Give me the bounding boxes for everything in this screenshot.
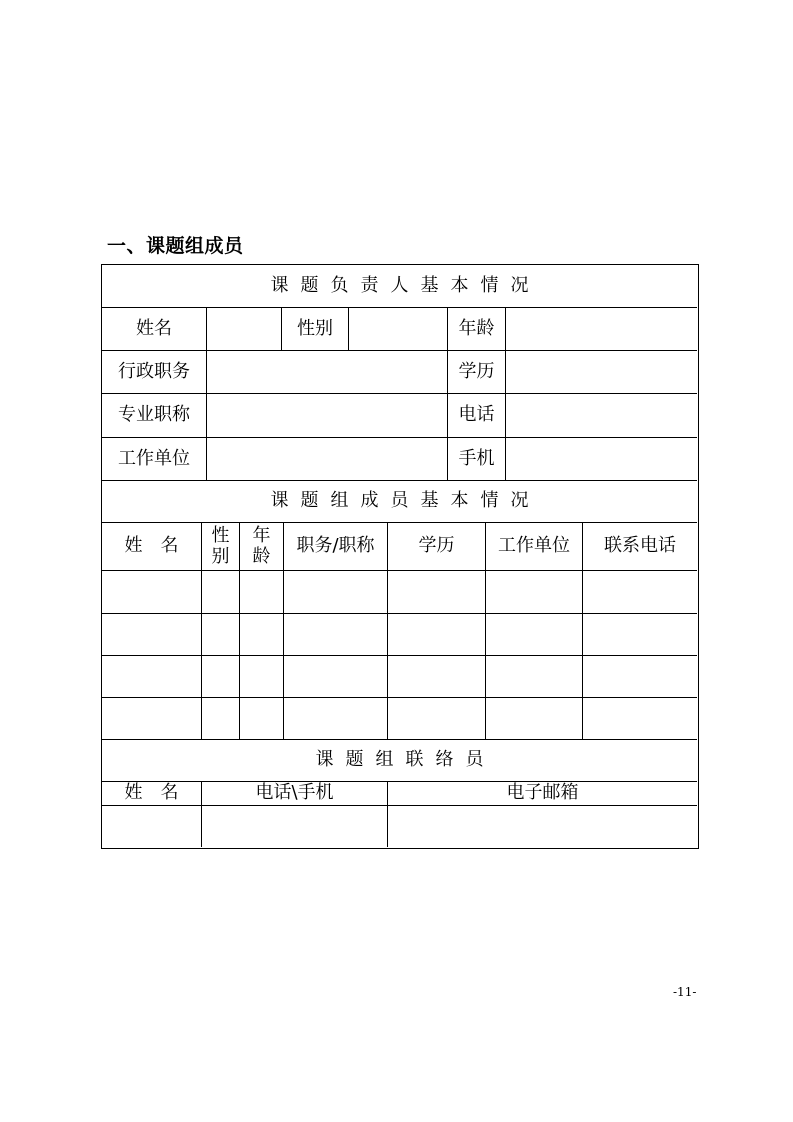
- member-cell[interactable]: [486, 656, 583, 698]
- liaison-name-field[interactable]: [102, 806, 202, 847]
- leader-position-field[interactable]: [207, 351, 448, 394]
- members-col-gender-line1: 性: [211, 524, 230, 546]
- member-cell[interactable]: [240, 656, 284, 698]
- leader-age-field[interactable]: [506, 308, 697, 351]
- member-cell[interactable]: [240, 698, 284, 740]
- member-cell[interactable]: [486, 571, 583, 614]
- page-number: -11-: [673, 985, 697, 999]
- member-cell[interactable]: [284, 656, 388, 698]
- liaison-col-email: 电子邮箱: [388, 782, 697, 806]
- leader-phone-field[interactable]: [506, 394, 697, 438]
- leader-position-label: 行政职务: [102, 351, 207, 394]
- members-col-gender-line2: 别: [211, 545, 230, 567]
- liaison-phone-field[interactable]: [202, 806, 388, 847]
- member-cell[interactable]: [202, 698, 240, 740]
- member-cell[interactable]: [284, 571, 388, 614]
- member-cell[interactable]: [240, 571, 284, 614]
- members-col-workplace: 工作单位: [486, 523, 583, 571]
- members-col-age: [240, 523, 284, 571]
- leader-workplace-field[interactable]: [207, 438, 448, 481]
- members-col-age-line2: 龄: [252, 545, 271, 567]
- member-cell[interactable]: [583, 698, 697, 740]
- member-cell[interactable]: [388, 614, 486, 656]
- liaison-col-phone: 电话\手机: [202, 782, 388, 806]
- leader-gender-field[interactable]: [349, 308, 448, 351]
- member-cell[interactable]: [102, 656, 202, 698]
- leader-workplace-label: 工作单位: [102, 438, 207, 481]
- member-cell[interactable]: [102, 614, 202, 656]
- member-cell[interactable]: [202, 571, 240, 614]
- member-cell[interactable]: [102, 698, 202, 740]
- members-col-gender: [202, 523, 240, 571]
- research-group-form: [101, 264, 699, 849]
- leader-phone-label: 电话: [448, 394, 506, 438]
- leader-name-label: 姓名: [102, 308, 207, 351]
- member-cell[interactable]: [240, 614, 284, 656]
- member-cell[interactable]: [388, 656, 486, 698]
- member-cell[interactable]: [583, 614, 697, 656]
- leader-mobile-label: 手机: [448, 438, 506, 481]
- member-cell[interactable]: [388, 698, 486, 740]
- liaison-col-name: 姓名: [102, 782, 202, 806]
- leader-name-field[interactable]: [207, 308, 282, 351]
- leader-gender-label: 性别: [282, 308, 349, 351]
- member-cell[interactable]: [284, 698, 388, 740]
- member-cell[interactable]: [202, 614, 240, 656]
- member-cell[interactable]: [202, 656, 240, 698]
- members-col-education: 学历: [388, 523, 486, 571]
- member-cell[interactable]: [284, 614, 388, 656]
- member-cell[interactable]: [388, 571, 486, 614]
- leader-education-field[interactable]: [506, 351, 697, 394]
- liaison-email-field[interactable]: [388, 806, 697, 847]
- leader-section-heading: 课题负责人基本情况: [102, 265, 697, 308]
- member-cell[interactable]: [486, 614, 583, 656]
- member-cell[interactable]: [583, 571, 697, 614]
- member-cell[interactable]: [583, 656, 697, 698]
- section-title: 一、课题组成员: [107, 235, 244, 257]
- leader-mobile-field[interactable]: [506, 438, 697, 481]
- member-cell[interactable]: [102, 571, 202, 614]
- leader-education-label: 学历: [448, 351, 506, 394]
- members-col-position-title: 职务/职称: [284, 523, 388, 571]
- members-col-name: 姓名: [102, 523, 202, 571]
- liaison-section-heading: 课题组联络员: [102, 740, 697, 782]
- members-section-heading: 课题组成员基本情况: [102, 481, 697, 523]
- member-cell[interactable]: [486, 698, 583, 740]
- leader-age-label: 年龄: [448, 308, 506, 351]
- leader-title-label: 专业职称: [102, 394, 207, 438]
- members-col-contact-phone: 联系电话: [583, 523, 697, 571]
- members-col-age-line1: 年: [252, 524, 271, 546]
- leader-title-field[interactable]: [207, 394, 448, 438]
